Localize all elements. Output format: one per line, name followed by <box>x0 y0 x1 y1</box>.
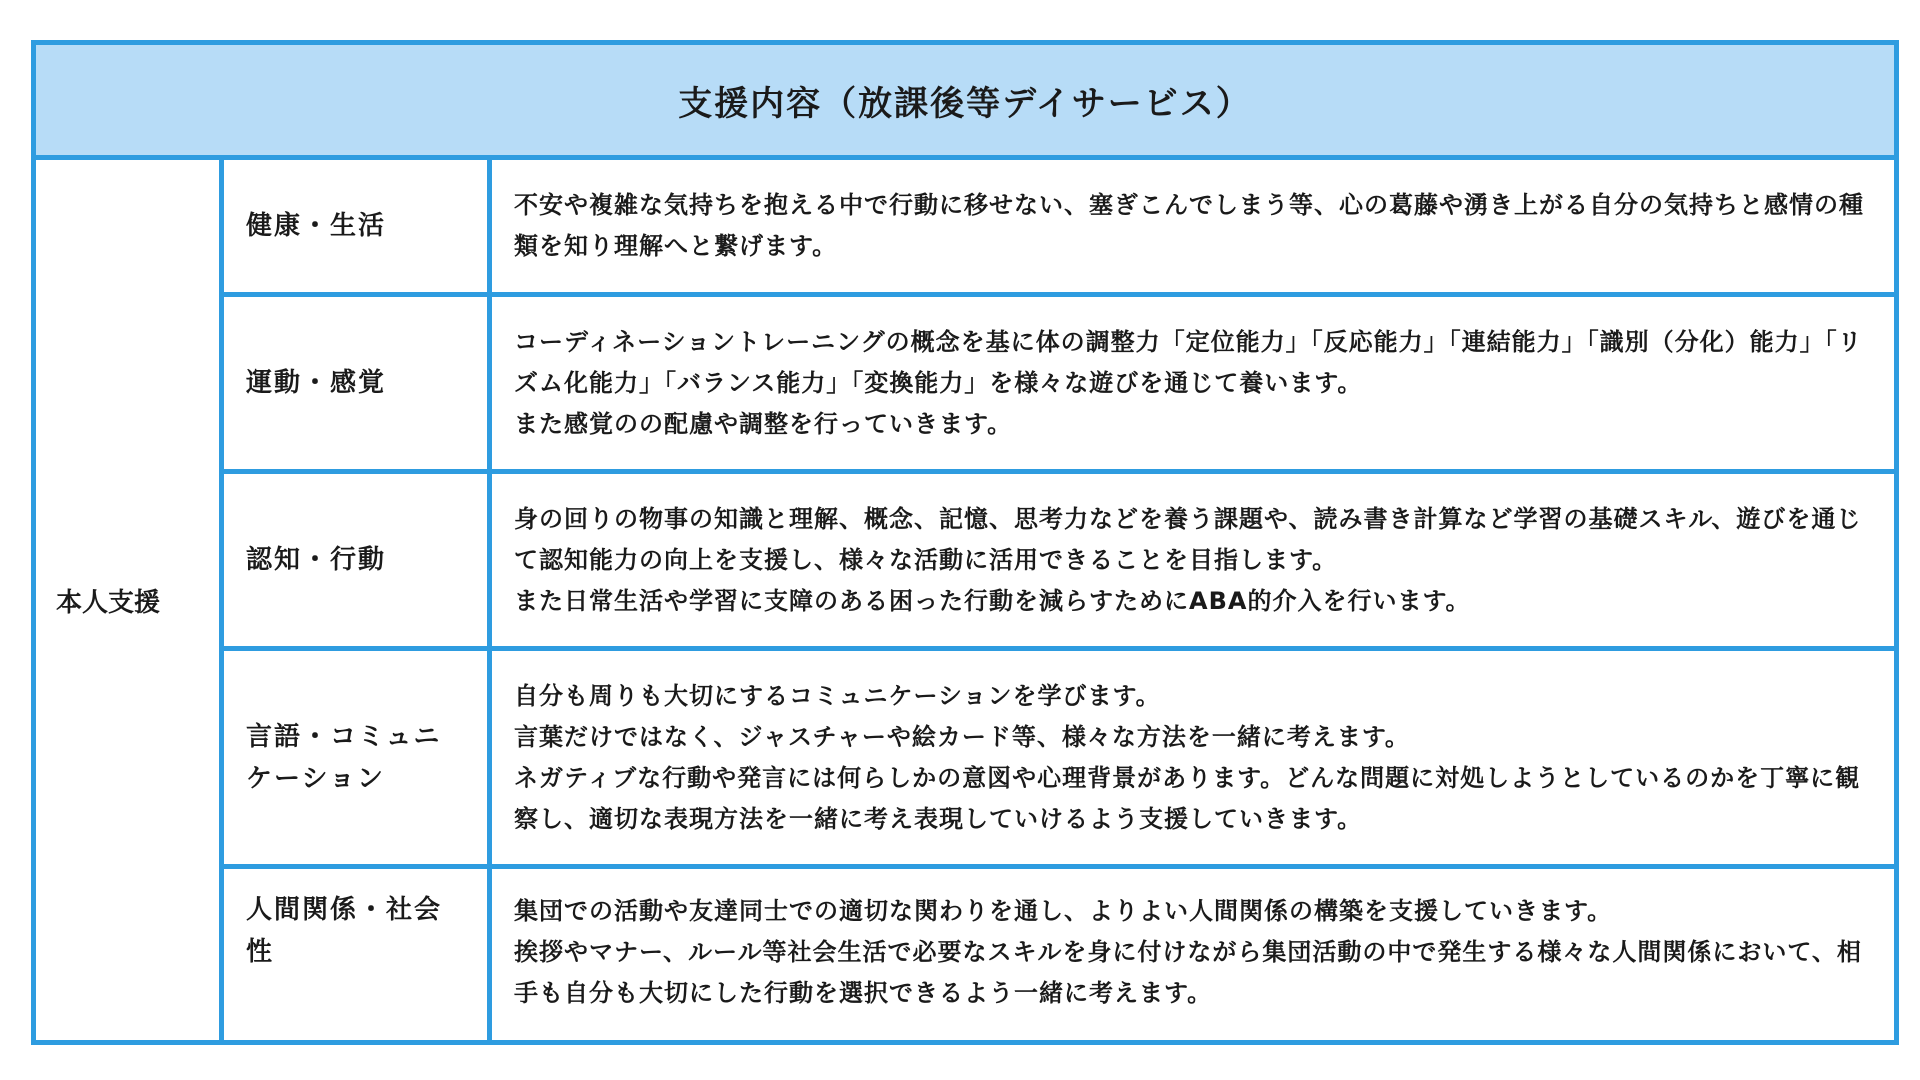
support-content-table <box>31 40 1899 1045</box>
description-cell <box>492 651 1894 864</box>
sub-category-cell: 認知・行動 <box>224 474 492 646</box>
table-row <box>224 869 1894 1040</box>
table-row <box>224 297 1894 474</box>
table-row <box>224 474 1894 651</box>
sub-category-cell: 健康・生活 <box>224 160 492 292</box>
description-line: また感覚のの配慮や調整を行っていきます。 <box>514 409 1013 438</box>
description-cell <box>492 474 1894 646</box>
sub-category-cell: 人間関係・社会性 <box>224 869 492 1040</box>
description-line: また日常生活や学習に支障のある困った行動を減らすためにABA的介入を行います。 <box>514 586 1471 615</box>
table-title: 支援内容（放課後等デイサービス） <box>678 83 1252 124</box>
sub-category-cell: 運動・感覚 <box>224 297 492 469</box>
description-line: 集団での活動や友達同士での適切な関わりを通し、よりよい人間関係の構築を支援していきます。 <box>514 897 1613 925</box>
description-line: 不安や複雑な気持ちを抱える中で行動に移せない、塞ぎこんでしまう等、心の葛藤や湧き上がる自分の気持ちと感情の種類を知り理解へと繋げます。 <box>514 191 1864 260</box>
description-cell <box>492 869 1894 1040</box>
table-body <box>36 160 1894 1040</box>
description-line: 自分も周りも大切にするコミュニケーションを学びます。 <box>514 681 1161 710</box>
description-cell <box>492 297 1894 469</box>
description-line: ネガティブな行動や発言には何らしかの意図や心理背景があります。どんな問題に対処しようとしているのかを丁寧に観察し、適切な表現方法を一緒に考え表現していけるよう支援していきます。 <box>514 763 1861 833</box>
description-line: 言葉だけではなく、ジャスチャーや絵カード等、様々な方法を一緒に考えます。 <box>514 722 1410 751</box>
description-line: 身の回りの物事の知識と理解、概念、記憶、思考力などを養う課題や、読み書き計算など学習の基礎スキル、遊びを通じて認知能力の向上を支援し、様々な活動に活用できることを目指します。 <box>514 504 1862 574</box>
table-row <box>224 160 1894 297</box>
table-header <box>36 45 1894 160</box>
table-row <box>224 651 1894 869</box>
sub-category-cell: 言語・コミュニケーション <box>224 651 492 864</box>
main-category-cell: 本人支援 <box>36 160 224 1040</box>
description-line: 挨拶やマナー、ルール等社会生活で必要なスキルを身に付けながら集団活動の中で発生する様々な人間関係において、相手も自分も大切にした行動を選択できるよう一緒に考えます。 <box>514 938 1862 1007</box>
description-cell <box>492 160 1894 292</box>
description-line: コーディネーショントレーニングの概念を基に体の調整力「定位能力」「反応能力」「連結能力」「識別（分化）能力」「リズム化能力」「バランス能力」「変換能力」を様々な遊びを通じて養います。 <box>514 327 1863 397</box>
sub-rows <box>224 160 1894 1040</box>
